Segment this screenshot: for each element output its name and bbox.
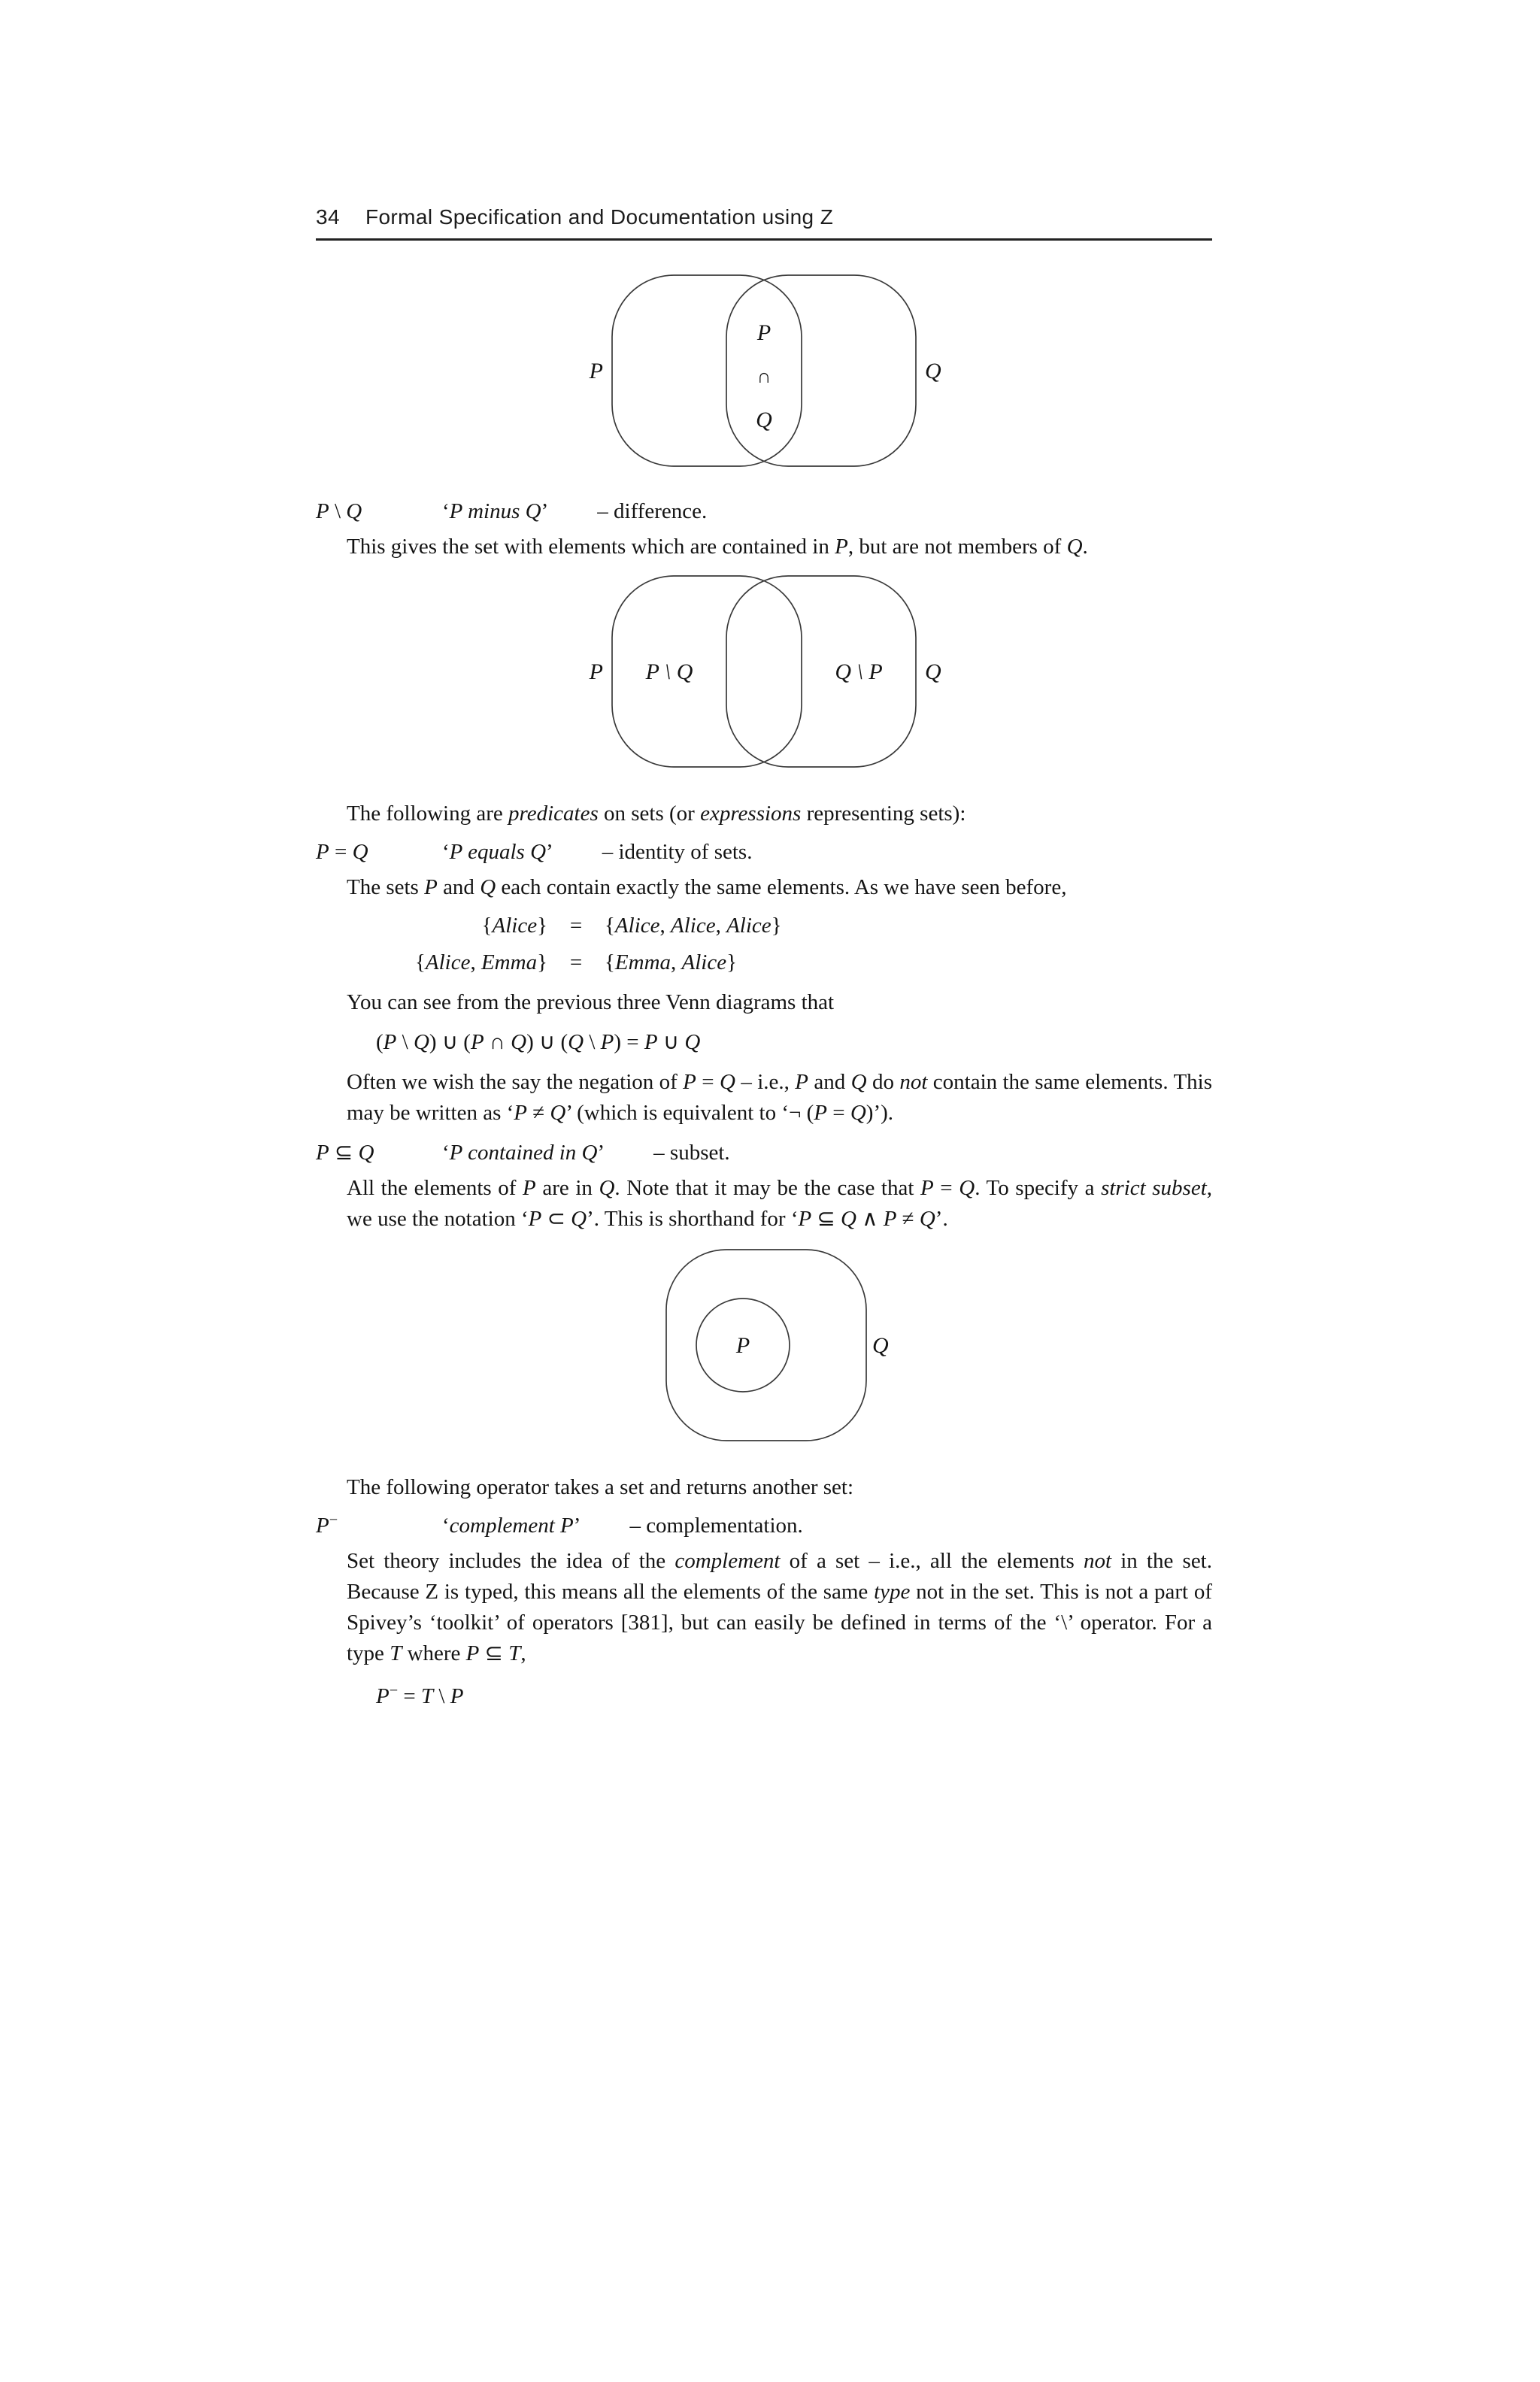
equals-sign: = [569,914,583,938]
venn-diagram-intersection [316,272,1212,478]
venn-intersection-svg [553,272,975,469]
label-intersection-q: Q [756,408,772,432]
definition-difference [316,496,1212,527]
label-p-minus-q: P \ Q [645,659,693,684]
label-set-p: P [735,1333,750,1358]
venn-diagram-difference [316,573,1212,779]
intersection-symbol: ∩ [756,365,772,387]
def-difference-gloss: ‘P minus Q’ [442,499,549,523]
paragraph-difference: This gives the set with elements which are contained in P, but are not members of Q. [347,535,1088,559]
label-q-minus-p: Q \ P [835,659,883,684]
label-intersection-p: P [756,320,772,345]
equation-left: {Alice} [481,914,547,938]
label-set-q: Q [925,659,941,684]
label-set-q: Q [925,359,941,383]
def-equals-gloss: ‘P equals Q’ [442,840,553,864]
equation-row-alice1 [316,911,1212,941]
set-p-outline [612,275,802,466]
def-complement-term: P− [316,1511,338,1538]
paragraph-venn-observation: You can see from the previous three Venn diagrams that [347,990,835,1014]
definition-equals [316,837,1212,868]
page-header [316,205,1212,230]
def-subset-gloss: ‘P contained in Q’ [442,1141,605,1165]
label-set-p: P [589,359,603,383]
equation-row-alice2 [316,947,1212,978]
running-title: Formal Specification and Documentation using Z [365,205,834,229]
def-difference-desc: – difference. [597,499,708,523]
set-p-outline [612,576,802,767]
paragraph-equals: The sets P and Q each contain exactly the same elements. As we have seen before, [347,875,1067,899]
paragraph-operator-intro: The following operator takes a set and returns another set: [347,1475,854,1499]
paragraph-complement: Set theory includes the idea of the complement of a set – i.e., all the elements not in the set. Because Z is typed, this means all the elements of the same type not in the set. This is not a part of Spivey’s ‘toolkit’ of operators [381], but can easily be defined in terms of the ‘\’ operator. For a type T where P ⊆ T, [347,1549,1213,1665]
equation-left: {Alice, Emma} [414,950,547,974]
venn-subset-svg [614,1247,914,1444]
def-subset-desc: – subset. [653,1141,730,1165]
def-equals-term: P = Q [316,840,368,864]
equation-right: {Emma, Alice} [605,950,738,974]
book-page [316,205,1212,1712]
equals-sign: = [569,950,583,974]
definition-subset [316,1138,1212,1168]
paragraph-negation: Often we wish the say the negation of P = Q – i.e., P and Q do not contain the same elements. This may be written as ‘P ≠ Q’ (which is equivalent to ‘¬ (P = Q)’). [347,1070,1212,1125]
label-set-p: P [589,659,603,684]
paragraph-subset: All the elements of P are in Q. Note that it may be the case that P = Q. To specify a strict subset, we use the notation ‘P ⊂ Q’. This is shorthand for ‘P ⊆ Q ∧ P ≠ Q’. [347,1176,1213,1231]
venn-difference-svg [553,573,975,770]
set-q-outline [726,576,916,767]
def-complement-gloss: ‘complement P’ [442,1514,581,1538]
def-subset-term: P ⊆ Q [316,1141,374,1165]
display-math-union: (P \ Q) ∪ (P ∩ Q) ∪ (Q \ P) = P ∪ Q [376,1030,701,1054]
page-number: 34 [316,205,340,229]
def-complement-desc: – complementation. [629,1514,803,1538]
set-q-outline [726,275,916,466]
def-equals-desc: – identity of sets. [602,840,753,864]
equation-right: {Alice, Alice, Alice} [605,914,782,938]
label-set-q: Q [872,1333,889,1358]
definition-complement [316,1511,1212,1541]
paragraph-predicates-intro: The following are predicates on sets (or expressions representing sets): [347,802,966,826]
header-rule [316,238,1212,241]
def-difference-term: P \ Q [316,499,362,523]
venn-diagram-subset [316,1247,1212,1453]
set-equality-examples [316,911,1212,978]
display-math-complement: P− = T \ P [376,1682,464,1708]
